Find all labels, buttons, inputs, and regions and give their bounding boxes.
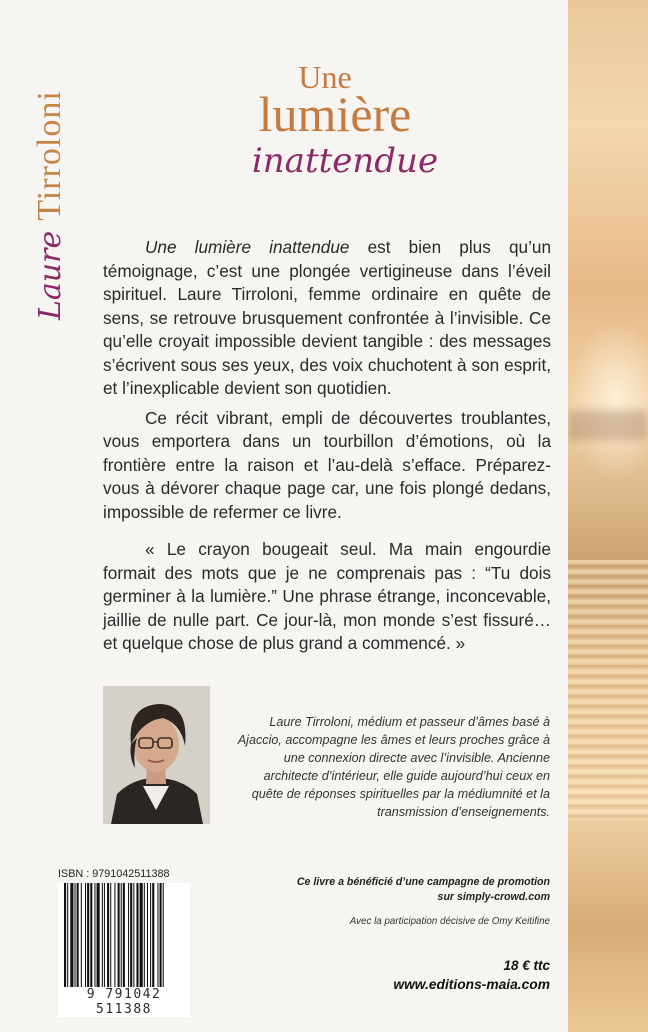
isbn-block — [58, 868, 190, 1017]
summary-quote: « Le crayon bougeait seul. Ma main engourdie formait des mots que je ne comprenais pas : “Tu dois germiner à la lumière.” Une phrase étrange, inconcevable, jaillie de nulle part. Ce jour-là, mon monde s’est fissuré… et quelque chose de plus grand a commencé. » — [103, 539, 551, 653]
title-line-1: Une — [298, 59, 352, 95]
barcode-bar — [147, 883, 148, 987]
isbn-label: ISBN : 9791042511388 — [58, 868, 170, 880]
title-line-2: lumière — [258, 86, 412, 142]
barcode-bar — [75, 883, 76, 987]
barcode-bar — [85, 883, 86, 987]
barcode-bar — [90, 883, 92, 987]
barcode-bar — [107, 883, 109, 987]
price: 18 € ttc — [503, 958, 550, 973]
summary-text — [103, 236, 551, 662]
barcode-bar — [81, 883, 82, 987]
barcode-bar — [144, 883, 145, 987]
barcode — [58, 883, 190, 1017]
author-bio: Laure Tirroloni, médium et passeur d’âmes basé à Ajaccio, accompagne les âmes et leurs proches grâce à une connexion directe avec l’invisible. Ancienne architecte d’intérieur, elle guide aujourd’hui ceux en quête de réponses spirituelles par la médiumnité et la transmission d’enseignements. — [237, 715, 550, 819]
publisher-website[interactable]: www.editions-maia.com — [393, 977, 550, 992]
barcode-bar — [130, 883, 132, 987]
barcode-bar — [97, 883, 100, 987]
participation-note: Avec la participation décisive de Omy Keitifine — [349, 916, 550, 927]
barcode-bar — [123, 883, 125, 987]
barcode-bar — [133, 883, 134, 987]
barcode-bar — [77, 883, 79, 987]
barcode-bar — [64, 883, 66, 987]
barcode-bar — [160, 883, 162, 987]
barcode-bar — [104, 883, 105, 987]
barcode-bar — [136, 883, 138, 987]
barcode-digits: 9 791042 511388 — [58, 987, 190, 1017]
author-portrait — [103, 686, 210, 824]
barcode-bar — [114, 883, 115, 987]
barcode-bar — [67, 883, 68, 987]
promo-block — [280, 875, 550, 927]
summary-p1-rest: est bien plus qu’un témoignage, c’est une plongée vertigineuse dans l’éveil spirituel. Laure Tirroloni, femme ordinaire en quête de sens, se retrouve brusquement confrontée à l’invisible. Ce qu’elle croyait impossible devient tangible : des messages s’écrivent sous ses yeux, des voix chuchotent à son esprit, et l’inexplicable devient son quotidien. — [103, 237, 552, 398]
promo-line-1: Ce livre a bénéficié d’une campagne de promotion — [296, 876, 550, 888]
barcode-bar — [102, 883, 103, 987]
summary-paragraph-2: Ce récit vibrant, empli de découvertes troublantes, vous emportera dans un tourbillon d’émotions, où la frontière entre la raison et l’au-delà s’efface. Préparez-vous à dévorer chaque page car, une fois plongé dedans, impossible de refermer ce livre. — [103, 407, 551, 522]
book-title — [205, 59, 465, 186]
author-first-name: Laure — [32, 230, 68, 320]
cover-photo-strip — [568, 0, 648, 1032]
barcode-bar — [87, 883, 89, 987]
vertical-author-name — [30, 60, 70, 320]
barcode-bar — [150, 883, 151, 987]
barcode-bar — [152, 883, 154, 987]
author-last-name: Tirroloni — [31, 90, 68, 221]
barcode-bar — [140, 883, 143, 987]
promo-line-2: sur simply-crowd.com — [437, 891, 550, 903]
barcode-bar — [163, 883, 164, 987]
barcode-bar — [121, 883, 122, 987]
barcode-bar — [70, 883, 73, 987]
summary-title-italic: Une lumière inattendue — [145, 237, 350, 257]
barcode-bar — [110, 883, 111, 987]
title-line-3: inattendue — [251, 141, 439, 181]
barcode-bar — [128, 883, 129, 987]
barcode-bar — [157, 883, 158, 987]
barcode-bar — [94, 883, 95, 987]
barcode-bar — [118, 883, 120, 987]
summary-paragraph-1 — [103, 236, 551, 401]
